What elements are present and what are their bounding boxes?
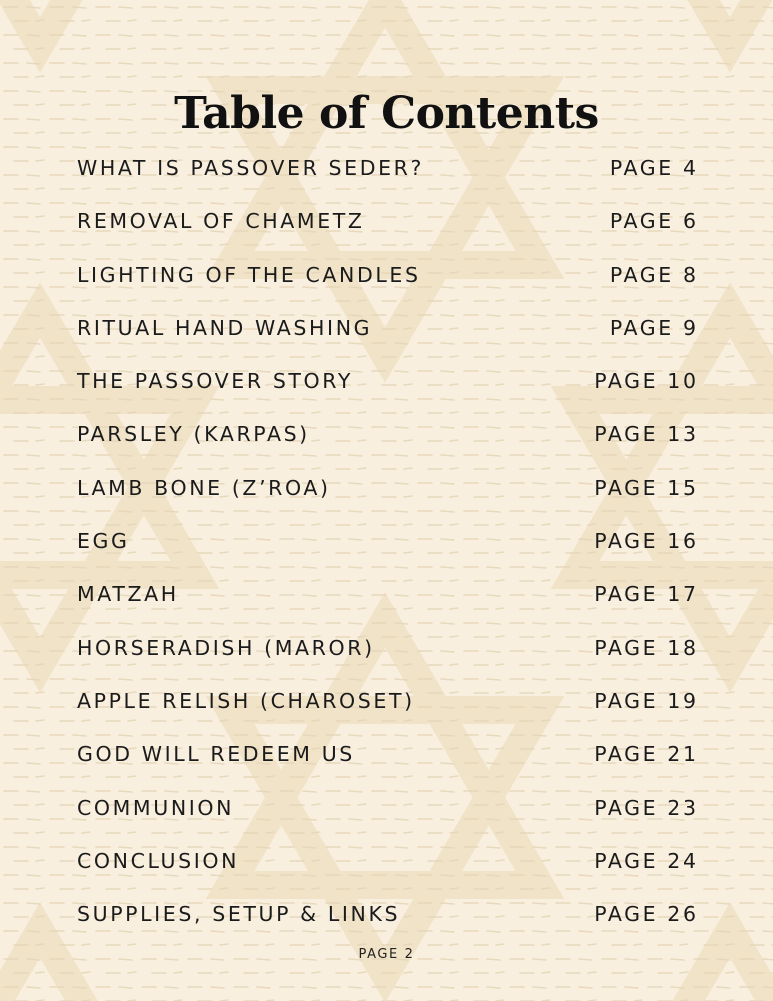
toc-entry-page: PAGE 19: [594, 688, 699, 713]
toc-entry-label: WHAT IS PASSOVER SEDER?: [77, 156, 424, 180]
toc-entry-page: PAGE 15: [594, 475, 699, 500]
toc-entry-page: PAGE 9: [609, 315, 699, 340]
toc-entry-label: CONCLUSION: [77, 848, 240, 873]
toc-entry-page: PAGE 8: [609, 262, 699, 287]
toc-entry[interactable]: [77, 523, 699, 576]
toc-entry-label: GOD WILL REDEEM US: [77, 742, 355, 767]
toc-entry-page: PAGE 18: [594, 635, 699, 660]
toc-entry[interactable]: [77, 736, 699, 789]
toc-entry-label: SUPPLIES, SETUP & LINKS: [77, 902, 401, 927]
toc-entry-page: PAGE 6: [609, 209, 699, 234]
page-number-footer: PAGE 2: [358, 947, 415, 962]
toc-entry-page: PAGE 24: [594, 848, 699, 873]
toc-entry-page: PAGE 10: [594, 369, 699, 394]
toc-entry[interactable]: [77, 790, 699, 843]
toc-entry[interactable]: [77, 843, 699, 896]
toc-entry[interactable]: [77, 630, 699, 683]
toc-entry-page: PAGE 13: [594, 422, 699, 447]
page-title: Table of Contents: [174, 88, 599, 139]
toc-entry[interactable]: [77, 310, 699, 363]
toc-entry[interactable]: [77, 203, 699, 256]
toc-entry-label: LAMB BONE (Z’ROA): [77, 475, 331, 500]
toc-entry-label: THE PASSOVER STORY: [77, 369, 353, 394]
toc-entry[interactable]: [77, 363, 699, 416]
toc-entry-page: PAGE 16: [594, 529, 699, 554]
toc-list: [77, 150, 699, 936]
toc-entry[interactable]: [77, 470, 699, 523]
toc-entry-label: HORSERADISH (MAROR): [77, 635, 375, 660]
toc-entry-label: PARSLEY (KARPAS): [77, 422, 310, 447]
toc-entry-label: MATZAH: [77, 582, 179, 607]
toc-entry-page: PAGE 21: [594, 742, 699, 767]
toc-entry-label: APPLE RELISH (CHAROSET): [77, 688, 415, 713]
toc-entry-page: PAGE 23: [594, 795, 699, 820]
toc-entry-label: COMMUNION: [77, 795, 235, 820]
toc-entry-page: PAGE 26: [594, 902, 699, 927]
toc-entry[interactable]: [77, 896, 699, 936]
toc-entry-label: EGG: [77, 529, 130, 554]
toc-entry-label: RITUAL HAND WASHING: [77, 315, 373, 340]
toc-entry-label: REMOVAL OF CHAMETZ: [77, 209, 365, 234]
toc-entry[interactable]: [77, 416, 699, 469]
toc-entry[interactable]: [77, 257, 699, 310]
toc-entry-label: LIGHTING OF THE CANDLES: [77, 262, 421, 287]
toc-entry[interactable]: [77, 150, 699, 203]
toc-entry[interactable]: [77, 683, 699, 736]
toc-entry[interactable]: [77, 576, 699, 629]
toc-entry-page: PAGE 4: [609, 156, 699, 180]
toc-entry-page: PAGE 17: [594, 582, 699, 607]
